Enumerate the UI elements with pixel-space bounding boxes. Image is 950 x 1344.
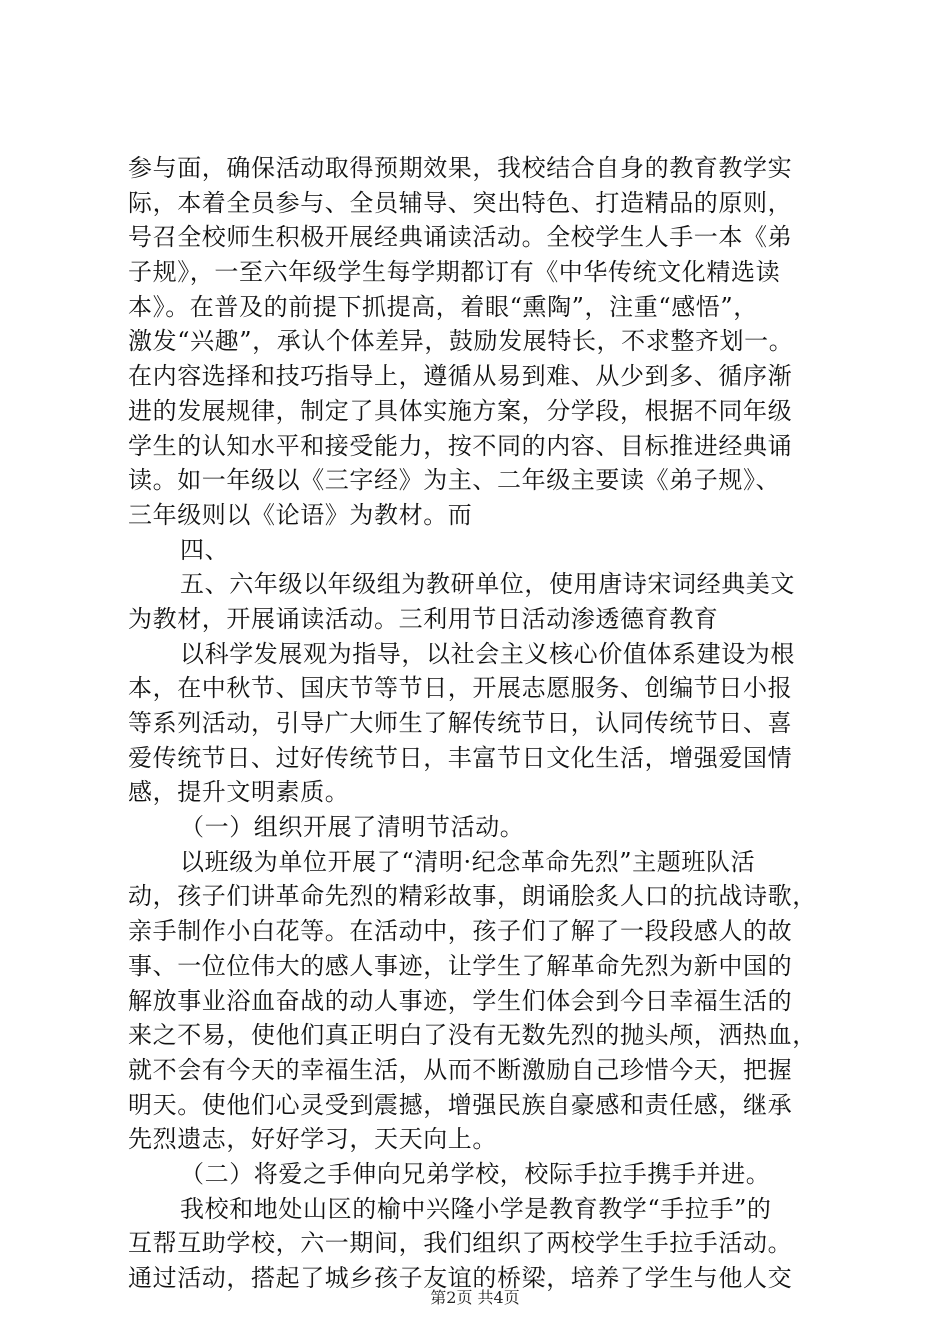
text-line: 爱传统节日、过好传统节日，丰富节日文化生活，增强爱国情 <box>128 743 793 772</box>
text-line: 以班级为单位开展了“清明·纪念革命先烈”主题班队活 <box>180 847 756 876</box>
section-heading: （二）将爱之手伸向兄弟学校，校际手拉手携手并进。 <box>180 1159 771 1188</box>
text-line: 为教材，开展诵读活动。三利用节日活动渗透德育教育 <box>128 604 719 633</box>
page-number-label: 第2页 共4页 <box>430 1288 520 1307</box>
text-line: 明天。使他们心灵受到震撼，增强民族自豪感和责任感，继承 <box>128 1090 793 1119</box>
text-line: 子规》，一至六年级学生每学期都订有《中华传统文化精选读 <box>128 258 781 287</box>
text-line: 亲手制作小白花等。在活动中，孩子们了解了一段段感人的故 <box>128 917 793 946</box>
text-line: 等系列活动，引导广大师生了解传统节日，认同传统节日、喜 <box>128 709 793 737</box>
text-line: 号召全校师生积极开展经典诵读活动。全校学生人手一本《弟 <box>128 223 793 252</box>
text-line: 读。如一年级以《三字经》为主、二年级主要读《弟子规》、 <box>128 466 781 495</box>
text-line: 三年级则以《论语》为教材。而 <box>128 500 473 529</box>
text-line: 本》。在普及的前提下抓提高，着眼“熏陶”，注重“感悟”， <box>128 292 758 321</box>
text-line: 事、一位位伟大的感人事迹，让学生了解革命先烈为新中国的 <box>128 951 793 980</box>
body-text <box>128 151 858 1296</box>
text-line: 激发“兴趣”，承认个体差异，鼓励发展特长，不求整齐划一。 <box>128 327 794 356</box>
text-line: 以科学发展观为指导，以社会主义核心价值体系建设为根 <box>180 639 795 668</box>
text-line: 就不会有今天的幸福生活，从而不断激励自己珍惜今天，把握 <box>128 1055 793 1084</box>
text-line: 际，本着全员参与、全员辅导、突出特色、打造精品的原则， <box>128 188 793 217</box>
section-heading: （一）组织开展了清明节活动。 <box>180 813 525 842</box>
text-line: 五、六年级以年级组为教研单位，使用唐诗宋词经典美文 <box>180 570 795 599</box>
text-line: 学生的认知水平和接受能力，按不同的内容、目标推进经典诵 <box>128 431 793 460</box>
text-line: 来之不易，使他们真正明白了没有无数先烈的抛头颅，洒热血， <box>128 1021 817 1050</box>
text-line: 感，提升文明素质。 <box>128 778 350 807</box>
text-line: 先烈遗志，好好学习，天天向上。 <box>128 1125 497 1154</box>
text-line: 我校和地处山区的榆中兴隆小学是教育教学“手拉手”的 <box>180 1194 772 1223</box>
text-line: 解放事业浴血奋战的动人事迹，学生们体会到今日幸福生活的 <box>128 986 793 1015</box>
text-line: 进的发展规律，制定了具体实施方案，分学段，根据不同年级 <box>128 396 793 425</box>
text-line: 在内容选择和技巧指导上，遵循从易到难、从少到多、循序渐 <box>128 362 793 391</box>
text-line: 本，在中秋节、国庆节等节日，开展志愿服务、创编节日小报 <box>128 674 793 703</box>
page-footer <box>0 1288 950 1308</box>
text-line: 动，孩子们讲革命先烈的精彩故事，朗诵脍炙人口的抗战诗歌， <box>128 882 817 911</box>
text-line: 参与面，确保活动取得预期效果，我校结合自身的教育教学实 <box>128 154 793 182</box>
text-line: 互帮互助学校，六一期间，我们组织了两校学生手拉手活动。 <box>128 1229 793 1258</box>
text-line: 四、 <box>180 535 230 564</box>
text-line: 通过活动，搭起了城乡孩子友谊的桥梁，培养了学生与他人交 <box>128 1264 793 1292</box>
